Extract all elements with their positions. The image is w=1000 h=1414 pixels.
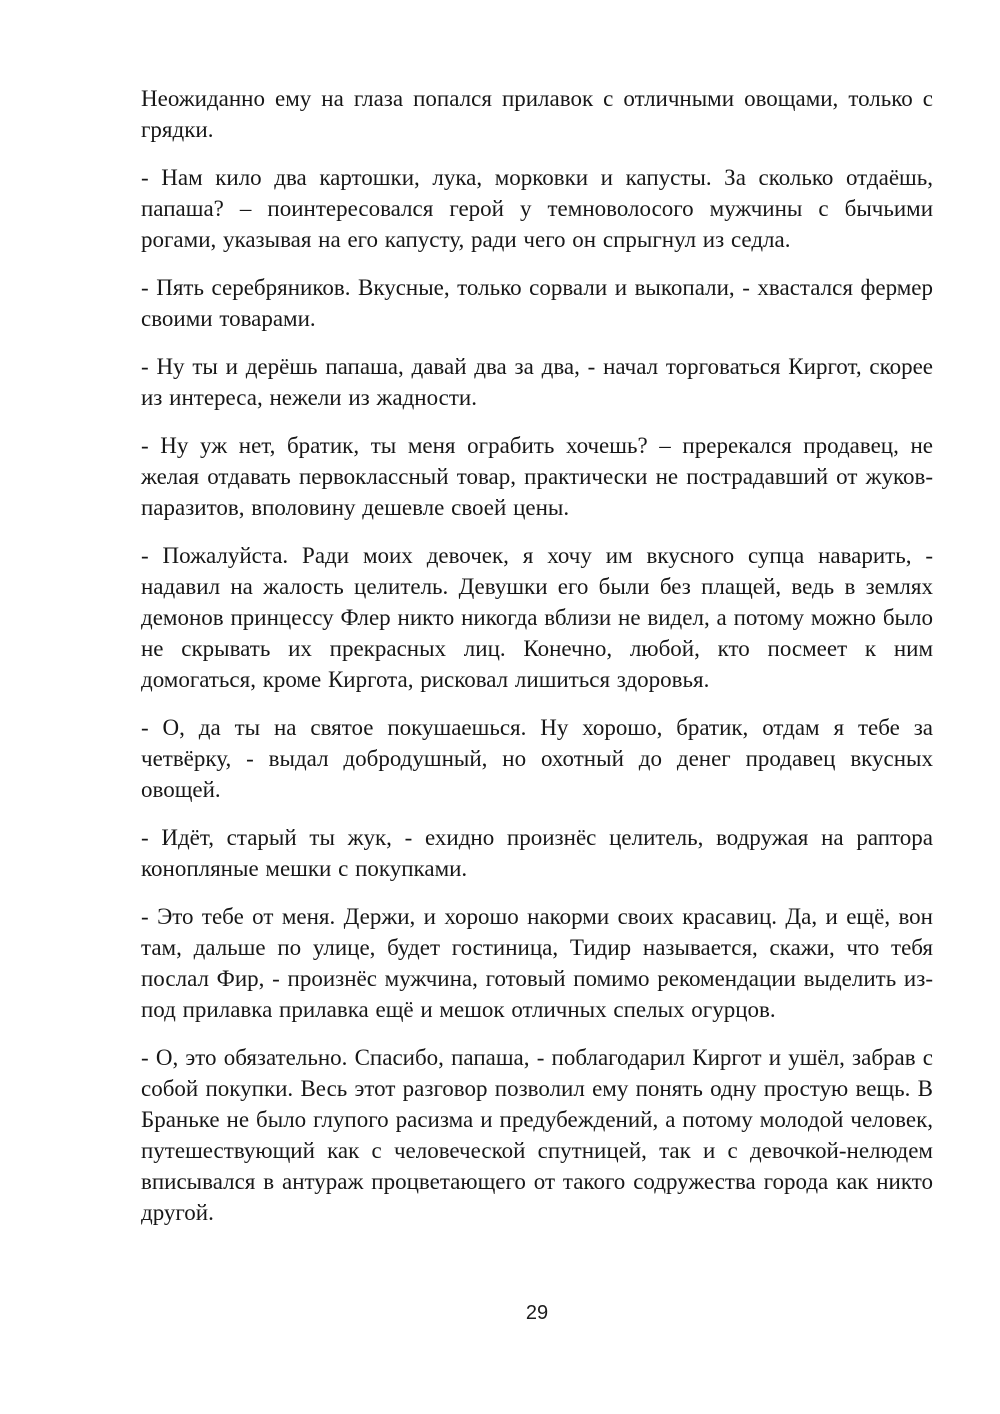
paragraph: - Пять серебряников. Вкусные, только сорвали и выкопали, - хвастался фермер своими товарами. [141,275,933,331]
text-block [141,83,933,1245]
paragraph: - Пожалуйста. Ради моих девочек, я хочу им вкусного супца наварить, - надавил на жалость целитель. Девушки его были без плащей, ведь в землях демонов принцессу Флер никто никогда вблизи не видел, а потому можно было не скрывать их прекрасных лиц. Конечно, любой, кто посмеет к ним домогаться, кроме Киргота, рисковал лишиться здоровья. [141,543,933,692]
page-number: 29 [525,1302,549,1324]
paragraph: - Ну уж нет, братик, ты меня ограбить хочешь? – пререкался продавец, не желая отдавать первоклассный товар, практически не пострадавший от жуков-паразитов, вполовину дешевле своей цены. [141,433,933,520]
paragraph: Неожиданно ему на глаза попался прилавок с отличными овощами, только с грядки. [141,86,933,142]
paragraph: - Нам кило два картошки, лука, морковки и капусты. За сколько отдаёшь, папаша? – поинтересовался герой у темноволосого мужчины с бычьими рогами, указывая на его капусту, ради чего он спрыгнул из седла. [141,165,933,252]
paragraph: - О, это обязательно. Спасибо, папаша, - поблагодарил Киргот и ушёл, забрав с собой покупки. Весь этот разговор позволил ему понять одну простую вещь. В Браньке не было глупого расизма и предубеждений, а потому молодой человек, путешествующий как с человеческой спутницей, так и с девочкой-нелюдем вписывался в антураж процветающего от такого содружества города как никто другой. [141,1045,933,1225]
paragraph: - О, да ты на святое покушаешься. Ну хорошо, братик, отдам я тебе за четвёрку, - выдал добродушный, но охотный до денег продавец вкусных овощей. [141,715,933,802]
paragraph: - Это тебе от меня. Держи, и хорошо накорми своих красавиц. Да, и ещё, вон там, дальше по улице, будет гостиница, Тидир называется, скажи, что тебя послал Фир, - произнёс мужчина, готовый помимо рекомендации выделить из-под прилавка прилавка ещё и мешок отличных спелых огурцов. [141,904,933,1022]
paragraph: - Идёт, старый ты жук, - ехидно произнёс целитель, водружая на раптора конопляные мешки с покупками. [141,825,933,881]
paragraph: - Ну ты и дерёшь папаша, давай два за два, - начал торговаться Киргот, скорее из интереса, нежели из жадности. [141,354,933,410]
